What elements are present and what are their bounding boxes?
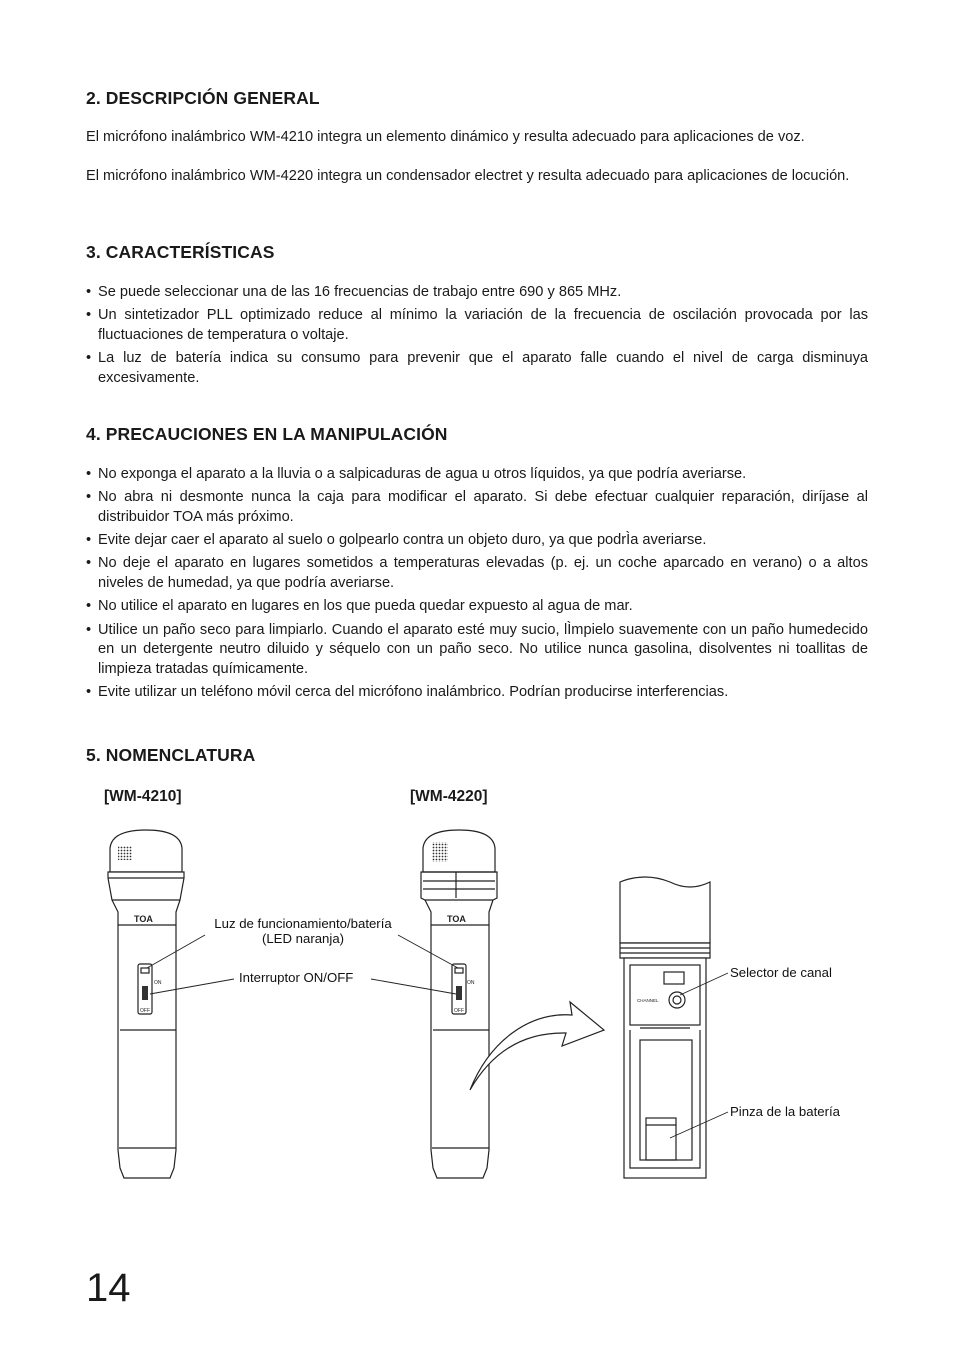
general-paragraph-2: El micrófono inalámbrico WM-4220 integra un condensador electret y resulta adecuado para aplicaciones de locución. xyxy=(86,168,850,184)
callout-led xyxy=(205,916,401,946)
general-paragraph-1: El micrófono inalámbrico WM-4210 integra un elemento dinámico y resulta adecuado para aplicaciones de voz. xyxy=(86,129,805,145)
list-item: • No deje el aparato en lugares sometidos a temperaturas elevadas (p. ej. un coche aparcado en verano) o a altos niveles de humedad, ya que podría averiarse. xyxy=(86,554,868,594)
list-item: • Evite dejar caer el aparato al suelo o golpearlo contra un objeto duro, ya que podrÌa averiarse. xyxy=(86,531,868,551)
switch-on-label: ON xyxy=(467,980,475,986)
callout-battery-clip: Pinza de la batería xyxy=(730,1104,840,1119)
list-item: • La luz de batería indica su consumo para prevenir que el aparato falle cuando el nivel de carga disminuya excesivamente. xyxy=(86,349,868,389)
section-heading-nomenclature: 5. NOMENCLATURA xyxy=(86,745,256,765)
section-heading-general: 2. DESCRIPCIÓN GENERAL xyxy=(86,88,320,108)
callout-channel-selector: Selector de canal xyxy=(730,965,832,980)
curved-arrow-icon xyxy=(470,1002,604,1090)
microphone-wm4220 xyxy=(421,830,497,1178)
list-item: • No utilice el aparato en lugares en los que pueda quedar expuesto al agua de mar. xyxy=(86,597,868,617)
list-item: • Evite utilizar un teléfono móvil cerca del micrófono inalámbrico. Podrían producirse interferencias. xyxy=(86,683,868,703)
callout-led-line2: (LED naranja) xyxy=(261,931,345,946)
model-label-wm4210: [WM-4210] xyxy=(104,788,182,805)
channel-label: CHANNEL xyxy=(637,998,659,1003)
section-heading-features: 3. CARACTERÍSTICAS xyxy=(86,242,275,262)
list-item: • Utilice un paño seco para limpiarlo. Cuando el aparato esté muy sucio, lÌmpielo suavemente con un paño humedecido en un detergente neutro diluido y séquelo con un paño seco. No utilice nunca gasolina, disolventes ni toallitas de limpieza tratadas químicamente. xyxy=(86,621,868,680)
list-item: • No abra ni desmonte nunca la caja para modificar el aparato. Si debe efectuar cualquier reparación, diríjase al distribuidor TOA más próximo. xyxy=(86,488,868,528)
switch-off-label: OFF xyxy=(140,1008,150,1014)
section-heading-precautions: 4. PRECAUCIONES EN LA MANIPULACIÓN xyxy=(86,424,448,444)
list-item: • Un sintetizador PLL optimizado reduce al mínimo la variación de la frecuencia de oscilación provocada por las fluctuaciones de temperatura o voltaje. xyxy=(86,306,868,346)
microphone-wm4210 xyxy=(108,830,184,1178)
model-label-wm4220: [WM-4220] xyxy=(410,788,488,805)
page-number: 14 xyxy=(86,1266,131,1310)
callout-led-line1: Luz de funcionamiento/batería xyxy=(214,916,392,931)
list-item: • No exponga el aparato a la lluvia o a salpicaduras de agua u otros líquidos, ya que podría averiarse. xyxy=(86,465,868,485)
brand-logo-wm4220: TOA xyxy=(447,914,466,924)
switch-on-label: ON xyxy=(154,980,162,986)
switch-off-label: OFF xyxy=(454,1008,464,1014)
battery-compartment-view xyxy=(620,877,710,1178)
callout-switch: Interruptor ON/OFF xyxy=(239,970,354,985)
list-item: • Se puede seleccionar una de las 16 frecuencias de trabajo entre 690 y 865 MHz. xyxy=(86,283,868,303)
brand-logo-wm4210: TOA xyxy=(134,914,153,924)
